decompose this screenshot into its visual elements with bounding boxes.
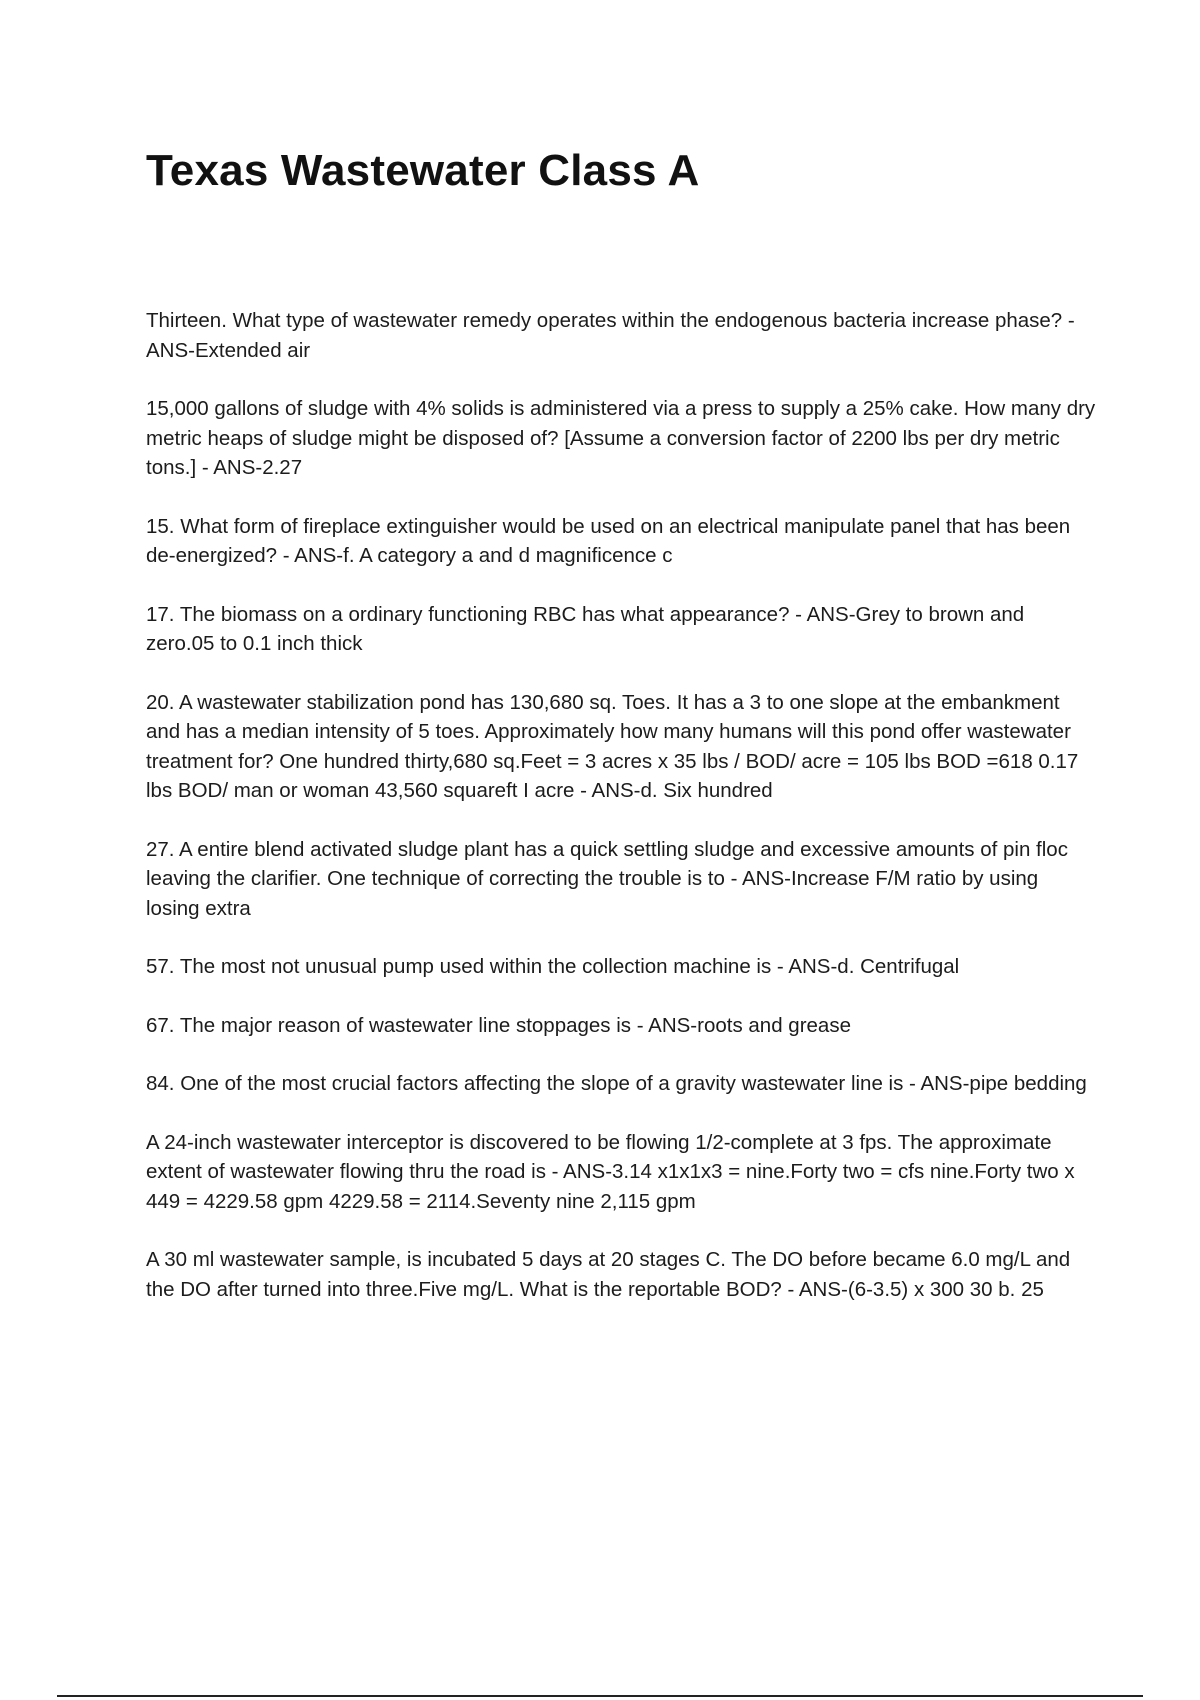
footer-divider [57, 1695, 1143, 1697]
qa-item: 57. The most not unusual pump used within the collection machine is - ANS-d. Centrifugal [146, 955, 960, 978]
document-title: Texas Wastewater Class A [146, 146, 700, 195]
qa-item: 27. A entire blend activated sludge plant has a quick settling sludge and excessive amounts of pin floc leaving the clarifier. One technique of correcting the trouble is to - ANS-Increase F/M ratio by using losing extra [146, 837, 1068, 920]
qa-item: 20. A wastewater stabilization pond has 130,680 sq. Toes. It has a 3 to one slope at the embankment and has a median intensity of 5 toes. Approximately how many humans will this pond offer wastewater treatment for? One hundred thirty,680 sq.Feet = 3 acres x 35 lbs / BOD/ acre = 105 lbs BOD =618 0.17 lbs BOD/ man or woman 43,560 squareft I acre - ANS-d. Six hundred [146, 690, 1079, 802]
qa-item: Thirteen. What type of wastewater remedy operates within the endogenous bacteria increase phase? - ANS-Extended air [146, 309, 1075, 362]
qa-item: A 24-inch wastewater interceptor is discovered to be flowing 1/2-complete at 3 fps. The approximate extent of wastewater flowing thru the road is - ANS-3.14 x1x1x3 = nine.Forty two = cfs nine.Forty two x 449 = 4229.58 gpm 4229.58 = 2114.Seventy nine 2,115 gpm [146, 1130, 1075, 1213]
qa-item: 17. The biomass on a ordinary functioning RBC has what appearance? - ANS-Grey to brown and zero.05 to 0.1 inch thick [146, 602, 1025, 655]
qa-item: A 30 ml wastewater sample, is incubated 5 days at 20 stages C. The DO before became 6.0 mg/L and the DO after turned into three.Five mg/L. What is the reportable BOD? - ANS-(6-3.5) x 300 30 b. 25 [146, 1248, 1071, 1301]
qa-item: 15. What form of fireplace extinguisher would be used on an electrical manipulate panel that has been de-energized? - ANS-f. A category a and d magnificence c [146, 514, 1071, 567]
qa-item: 15,000 gallons of sludge with 4% solids is administered via a press to supply a 25% cake. How many dry metric heaps of sludge might be disposed of? [Assume a conversion factor of 2200 lbs per dry metric tons.] - ANS-2.27 [146, 397, 1096, 479]
question-answer-list [146, 306, 1096, 1333]
qa-item: 84. One of the most crucial factors affecting the slope of a gravity wastewater line is - ANS-pipe bedding [146, 1072, 1087, 1095]
qa-item: 67. The major reason of wastewater line stoppages is - ANS-roots and grease [146, 1013, 851, 1037]
